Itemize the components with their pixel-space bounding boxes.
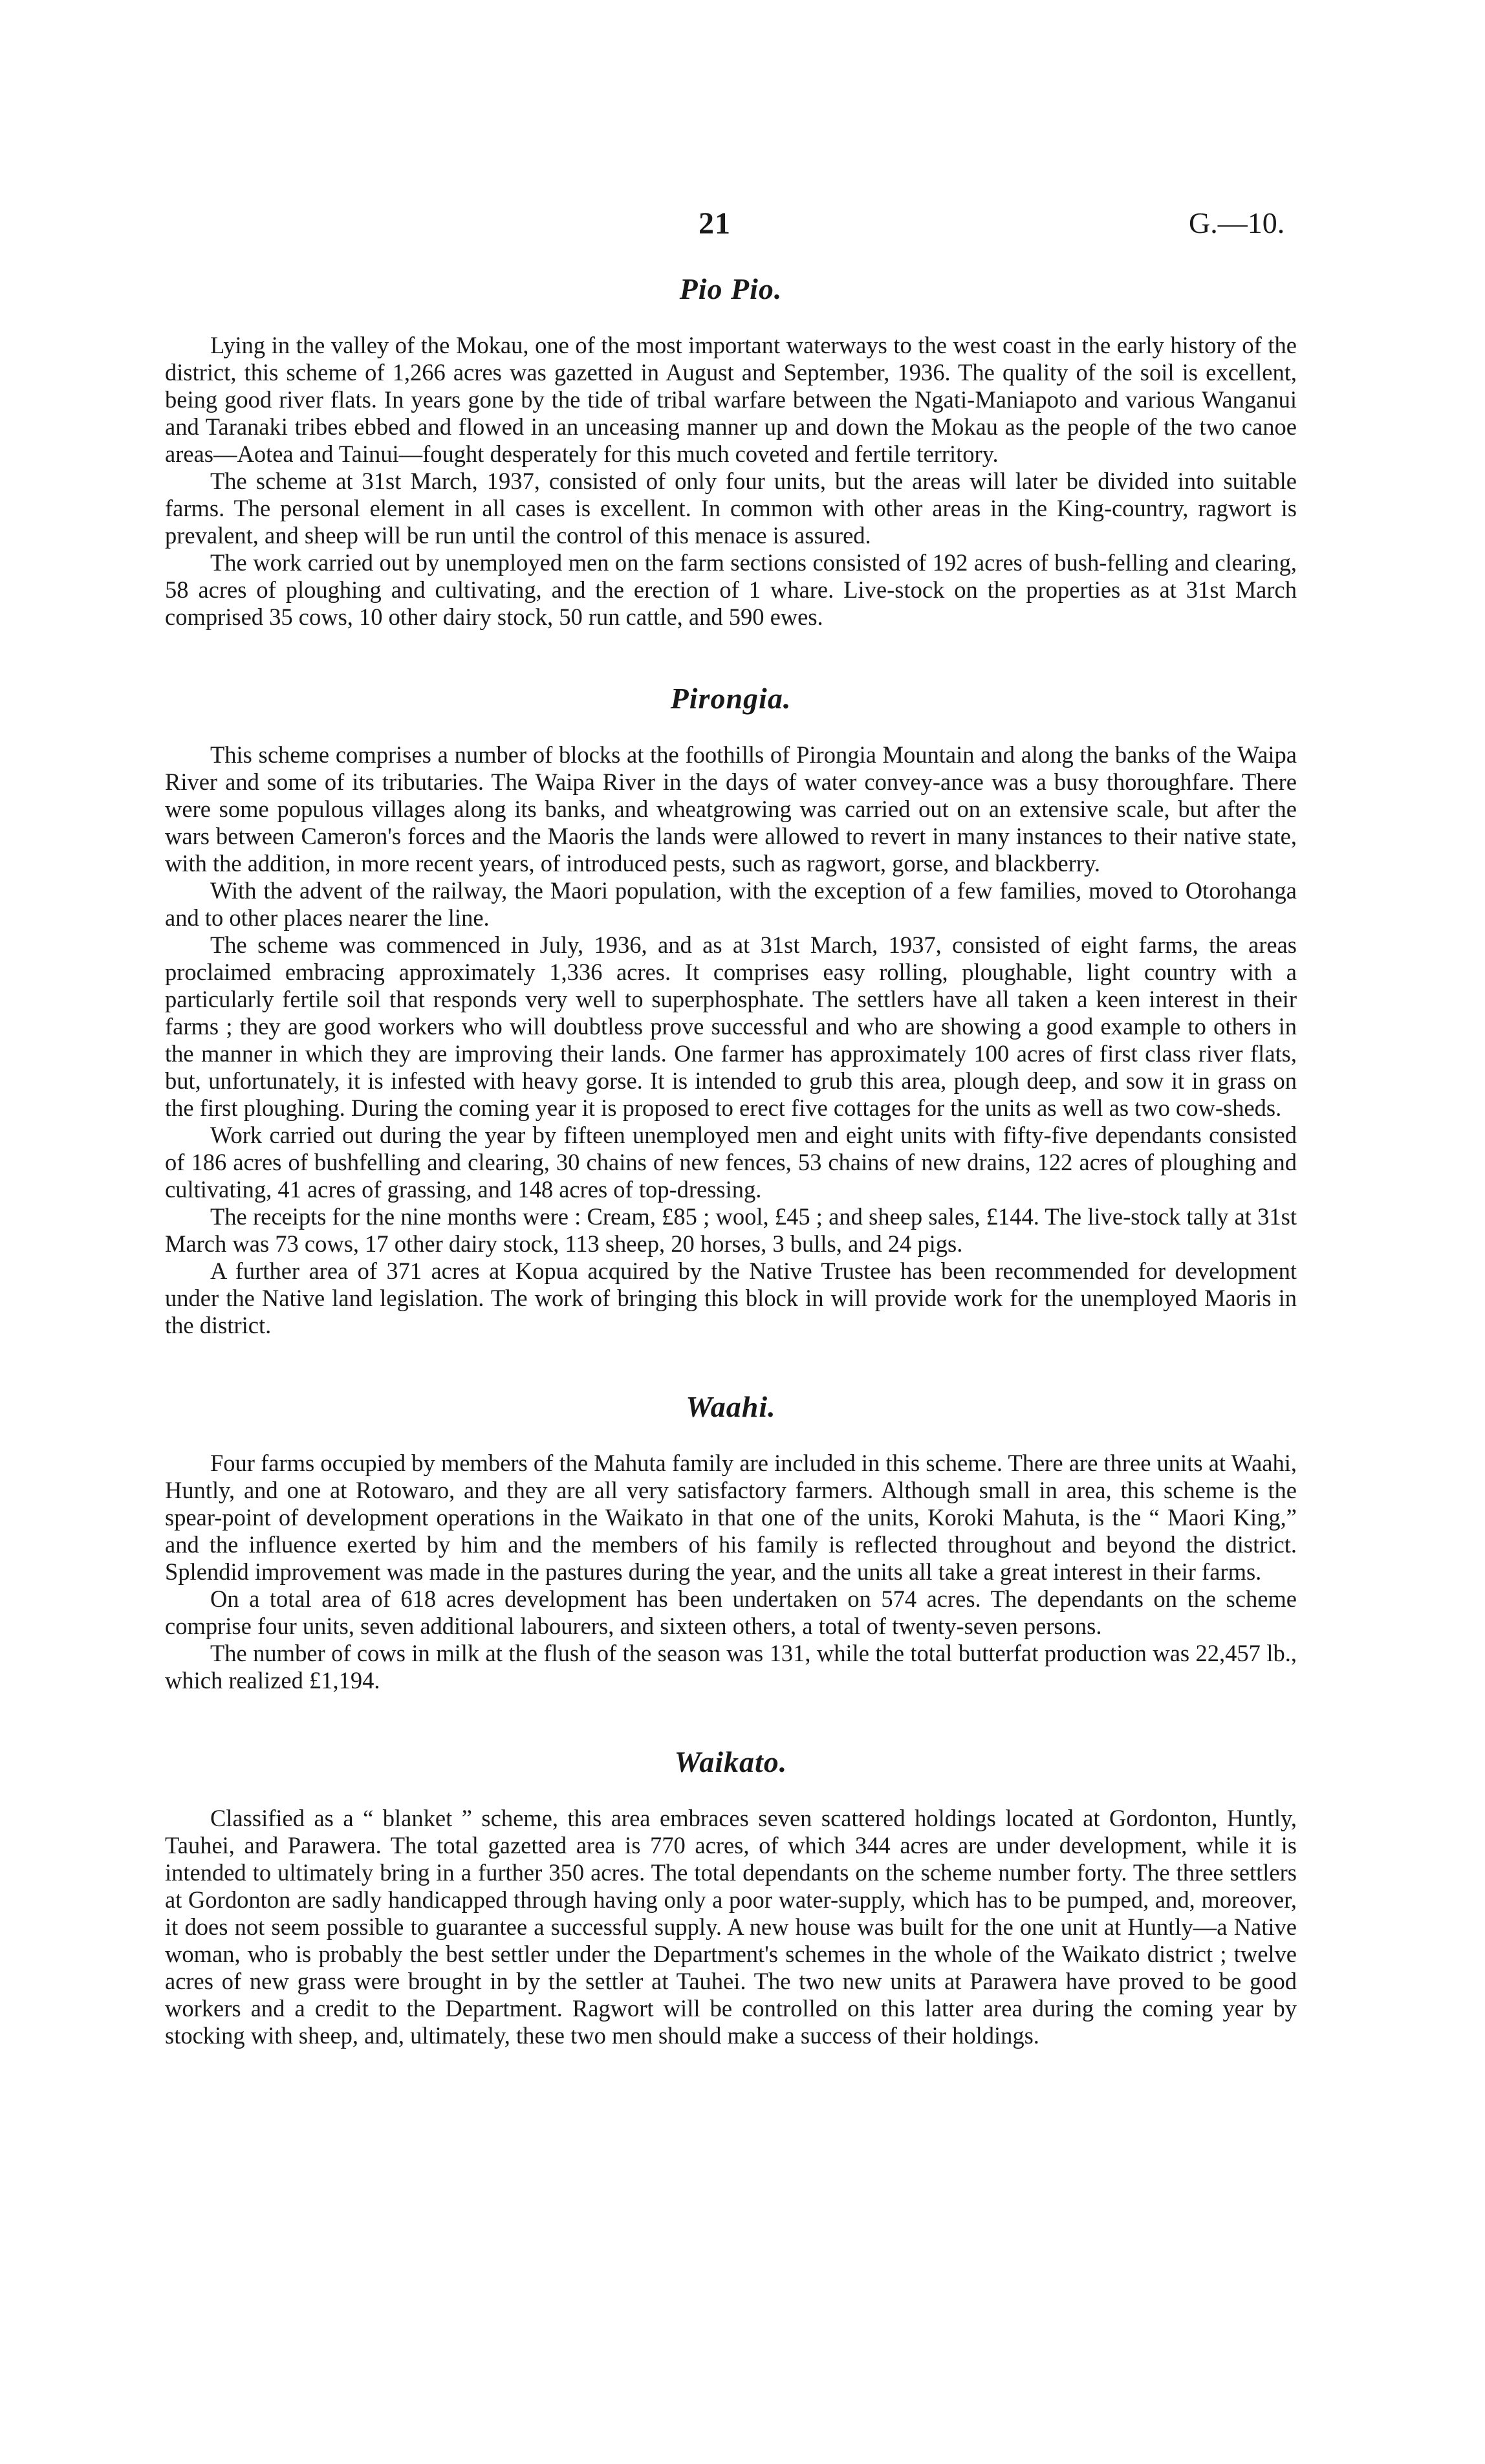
- section-heading: Pirongia.: [670, 682, 792, 715]
- section-heading: Waahi.: [686, 1390, 776, 1423]
- paragraph: The number of cows in milk at the flush of the season was 131, while the total butterfat production was 22,457 lb., which realized £1,194.: [165, 1640, 1297, 1694]
- section-heading: Pio Pio.: [679, 272, 783, 305]
- document-body: [165, 272, 1297, 2100]
- paragraph: Lying in the valley of the Mokau, one of the most important waterways to the west coast in the early history of the district, this scheme of 1,266 acres was gazetted in August and September, 1936. The quality of the soil is excellent, being good river flats. In years gone by the tide of tribal warfare between the Ngati-Maniapoto and various Wanganui and Taranaki tribes ebbed and flowed in an unceasing manner up and down the Mokau as the people of the two canoe areas—Aotea and Tainui—fought desperately for this much coveted and fertile territory.: [165, 332, 1297, 467]
- section-waikato: [165, 1745, 1297, 2049]
- paragraph: On a total area of 618 acres development has been undertaken on 574 acres. The dependants on the scheme comprise four units, seven additional labourers, and sixteen others, a total of twenty-seven persons.: [165, 1586, 1297, 1639]
- section-pirongia: [165, 681, 1297, 1339]
- paragraph: The scheme was commenced in July, 1936, and as at 31st March, 1937, consisted of eight farms, the areas proclaimed embracing approximately 1,336 acres. It comprises easy rolling, ploughable, light country with a particularly fertile soil that responds very well to superphosphate. The settlers have all taken a keen interest in their farms ; they are good workers who will doubtless prove successful and who are showing a good example to others in the manner in which they are improving their lands. One farmer has approximately 100 acres of first class river flats, but, unfortunately, it is infested with heavy gorse. It is intended to grub this area, plough deep, and sow it in grass on the first ploughing. During the coming year it is proposed to erect five cottages for the units as well as two cow-sheds.: [165, 932, 1297, 1121]
- section-heading: Waikato.: [674, 1745, 788, 1778]
- paragraph: Work carried out during the year by fifteen unemployed men and eight units with fifty-five dependants consisted of 186 acres of bushfelling and clearing, 30 chains of new fences, 53 chains of new drains, 122 acres of ploughing and cultivating, 41 acres of grassing, and 148 acres of top-dressing.: [165, 1122, 1297, 1203]
- section-waahi: [165, 1390, 1297, 1694]
- page-number: 21: [699, 206, 731, 241]
- paragraph: With the advent of the railway, the Maori population, with the exception of a few families, moved to Otorohanga and to other places nearer the line.: [165, 877, 1297, 931]
- paragraph: Classified as a “ blanket ” scheme, this area embraces seven scattered holdings located at Gordonton, Huntly, Tauhei, and Parawera. The total gazetted area is 770 acres, of which 344 acres are under development, while it is intended to ultimately bring in a further 350 acres. The total dependants on the scheme number forty. The three settlers at Gordonton are sadly handicapped through having only a poor water-supply, which has to be pumped, and, moreover, it does not seem possible to guarantee a successful supply. A new house was built for the one unit at Huntly—a Native woman, who is probably the best settler under the Department's schemes in the whole of the Waikato district ; twelve acres of new grass were brought in by the settler at Tauhei. The two new units at Parawera have proved to be good workers and a credit to the Department. Ragwort will be controlled on this latter area during the coming year by stocking with sheep, and, ultimately, these two men should make a success of their holdings.: [165, 1805, 1297, 2049]
- section-pio-pio: [165, 272, 1297, 631]
- paragraph: Four farms occupied by members of the Mahuta family are included in this scheme. There are three units at Waahi, Huntly, and one at Rotowaro, and they are all very satisfactory farmers. Although small in area, this scheme is the spear-point of development operations in the Waikato in that one of the units, Koroki Mahuta, is the “ Maori King,” and the influence exerted by him and the members of his family is reflected throughout and beyond the district. Splendid improvement was made in the pastures during the year, and the units all take a great interest in their farms.: [165, 1450, 1297, 1585]
- paragraph: The work carried out by unemployed men on the farm sections consisted of 192 acres of bush-felling and clearing, 58 acres of ploughing and cultivating, and the erection of 1 whare. Live-stock on the properties as at 31st March comprised 35 cows, 10 other dairy stock, 50 run cattle, and 590 ewes.: [165, 549, 1297, 630]
- document-code: G.—10.: [1189, 206, 1285, 239]
- paragraph: The scheme at 31st March, 1937, consisted of only four units, but the areas will later be divided into suitable farms. The personal element in all cases is excellent. In common with other areas in the King-country, ragwort is prevalent, and sheep will be run until the control of this menace is assured.: [165, 468, 1297, 549]
- paragraph: A further area of 371 acres at Kopua acquired by the Native Trustee has been recommended for development under the Native land legislation. The work of bringing this block in will provide work for the unemployed Maoris in the district.: [165, 1258, 1297, 1338]
- paragraph: This scheme comprises a number of blocks at the foothills of Pirongia Mountain and along the banks of the Waipa River and some of its tributaries. The Waipa River in the days of water convey-ance was a busy thoroughfare. There were some populous villages along its banks, and wheatgrowing was carried out on an extensive scale, but after the wars between Cameron's forces and the Maoris the lands were allowed to revert in many instances to their native state, with the addition, in more recent years, of introduced pests, such as ragwort, gorse, and blackberry.: [165, 741, 1297, 877]
- paragraph: The receipts for the nine months were : Cream, £85 ; wool, £45 ; and sheep sales, £144. The live-stock tally at 31st March was 73 cows, 17 other dairy stock, 113 sheep, 20 horses, 3 bulls, and 24 pigs.: [165, 1203, 1297, 1257]
